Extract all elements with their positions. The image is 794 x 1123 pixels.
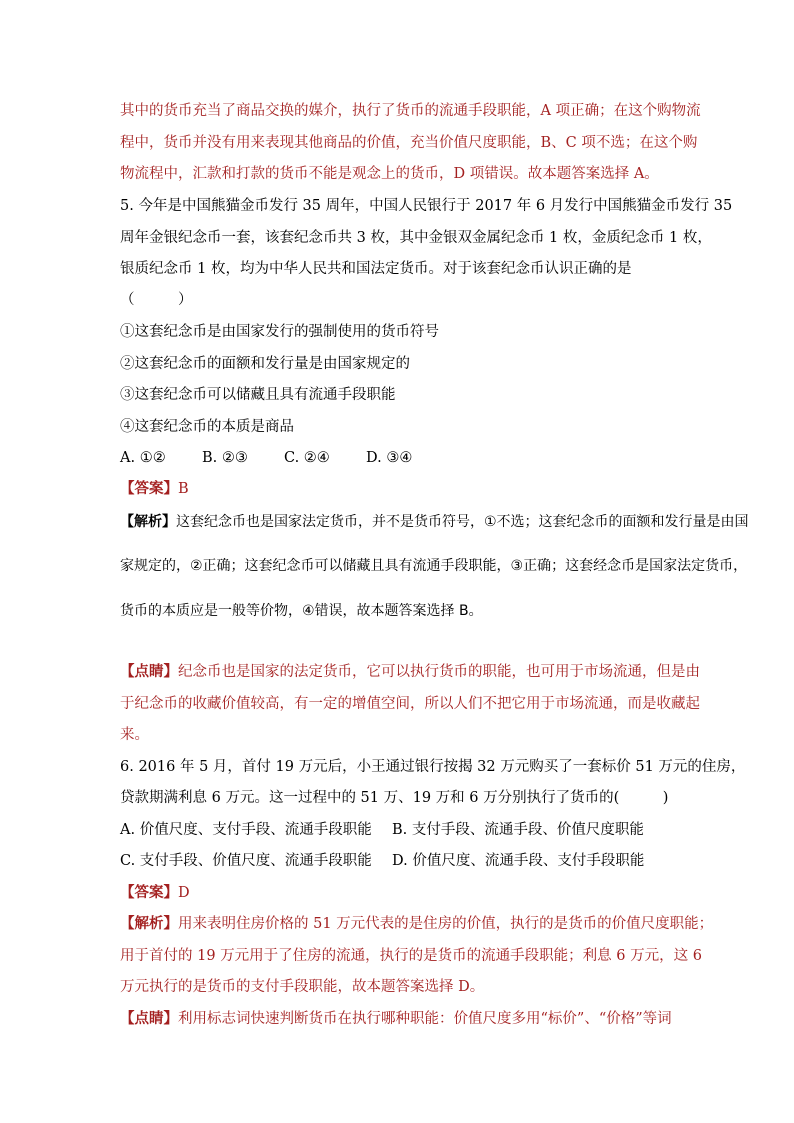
q6-option-a: A. 价值尺度、支付手段、流通手段职能: [120, 822, 372, 838]
q6-analysis-line-3: 万元执行的是货币的支付手段职能，故本题答案选择 D。: [120, 979, 485, 995]
q5-answer-line: [120, 479, 189, 499]
q5-option-a: A. ①②: [120, 450, 166, 466]
q5-tip-line-3: 来。: [120, 727, 149, 743]
q6-option-b: B. 支付手段、流通手段、价值尺度职能: [392, 822, 644, 838]
q6-analysis-line-1: [120, 914, 713, 934]
q5-item-3: ③这套纪念币可以储藏且具有流通手段职能: [120, 387, 396, 403]
q6-answer-line: [120, 883, 190, 903]
q6-option-d: D. 价值尺度、流通手段、支付手段职能: [392, 853, 645, 869]
q5-analysis-line-2: 家规定的，②正确；这套纪念币可以储藏且具有流通手段职能，③正确；这套经念币是国家法定货币，: [120, 558, 748, 574]
q5-answer-value: B: [178, 481, 189, 497]
q6-analysis-text-1: 用来表明住房价格的 51 万元代表的是住房的价值，执行的是货币的价值尺度职能；: [178, 916, 714, 932]
q5-tip-line-1: [120, 662, 700, 682]
prev-analysis-line-1: 其中的货币充当了商品交换的媒介，执行了货币的流通手段职能，A 项正确；在这个购物流: [120, 103, 701, 119]
q5-stem-line-1: 5. 今年是中国熊猫金币发行 35 周年，中国人民银行于 2017 年 6 月发行中国熊猫金币发行 35: [120, 198, 733, 214]
q5-option-d: D. ③④: [366, 450, 413, 466]
q5-tip-text-1: 纪念币也是国家的法定货币，它可以执行货币的职能，也可用于市场流通，但是由: [178, 664, 700, 680]
q5-item-2: ②这套纪念币的面额和发行量是由国家规定的: [120, 356, 410, 372]
q6-tip-line-1: [120, 1009, 672, 1029]
q5-option-b: B. ②③: [202, 450, 248, 466]
q6-analysis-line-2: 用于首付的 19 万元用于了住房的流通，执行的是货币的流通手段职能；利息 6 万元，这 6: [120, 948, 702, 964]
q5-answer-tag: 【答案】: [120, 480, 178, 497]
q6-answer-tag: 【答案】: [120, 884, 178, 901]
q5-answer-paren: （ ）: [120, 292, 193, 308]
q5-tip-tag: 【点睛】: [120, 663, 178, 680]
q5-stem-line-2: 周年金银纪念币一套，该套纪念币共 3 枚，其中金银双金属纪念币 1 枚，金质纪念币 1 枚，: [120, 230, 712, 246]
q6-analysis-tag: 【解析】: [120, 915, 178, 932]
q5-option-c: C. ②④: [284, 450, 330, 466]
q5-stem-line-3: 银质纪念币 1 枚，均为中华人民共和国法定货币。对于该套纪念币认识正确的是: [120, 261, 632, 277]
q6-stem-line-2: 贷款期满利息 6 万元。这一过程中的 51 万、19 万和 6 万分别执行了货币的( ): [120, 790, 669, 806]
q5-analysis-line-3: 货币的本质应是一般等价物，④错误，故本题答案选择 B。: [120, 603, 483, 619]
q5-analysis-text-1: 这套纪念币也是国家法定货币，并不是货币符号，①不选；这套纪念币的面额和发行量是由国: [176, 514, 749, 530]
q5-item-1: ①这套纪念币是由国家发行的强制使用的货币符号: [120, 324, 439, 340]
q5-analysis-line-1: [120, 512, 749, 532]
q6-option-c: C. 支付手段、价值尺度、流通手段职能: [120, 853, 372, 869]
prev-analysis-line-2: 程中，货币并没有用来表现其他商品的价值，充当价值尺度职能，B、C 项不选；在这个购: [120, 135, 698, 151]
q6-answer-value: D: [178, 885, 190, 901]
q6-tip-text-1: 利用标志词快速判断货币在执行哪种职能：价值尺度多用“标价”、“价格”等词: [178, 1011, 672, 1027]
q5-tip-line-2: 于纪念币的收藏价值较高，有一定的增值空间，所以人们不把它用于市场流通，而是收藏起: [120, 696, 700, 712]
q5-item-4: ④这套纪念币的本质是商品: [120, 419, 294, 435]
prev-analysis-line-3: 物流程中，汇款和打款的货币不能是观念上的货币，D 项错误。故本题答案选择 A。: [120, 166, 659, 182]
q5-analysis-tag: 【解析】: [120, 514, 176, 530]
q6-tip-tag: 【点睛】: [120, 1010, 178, 1027]
q6-stem-line-1: 6. 2016 年 5 月，首付 19 万元后，小王通过银行按揭 32 万元购买了一套标价 51 万元的住房，: [120, 759, 746, 775]
